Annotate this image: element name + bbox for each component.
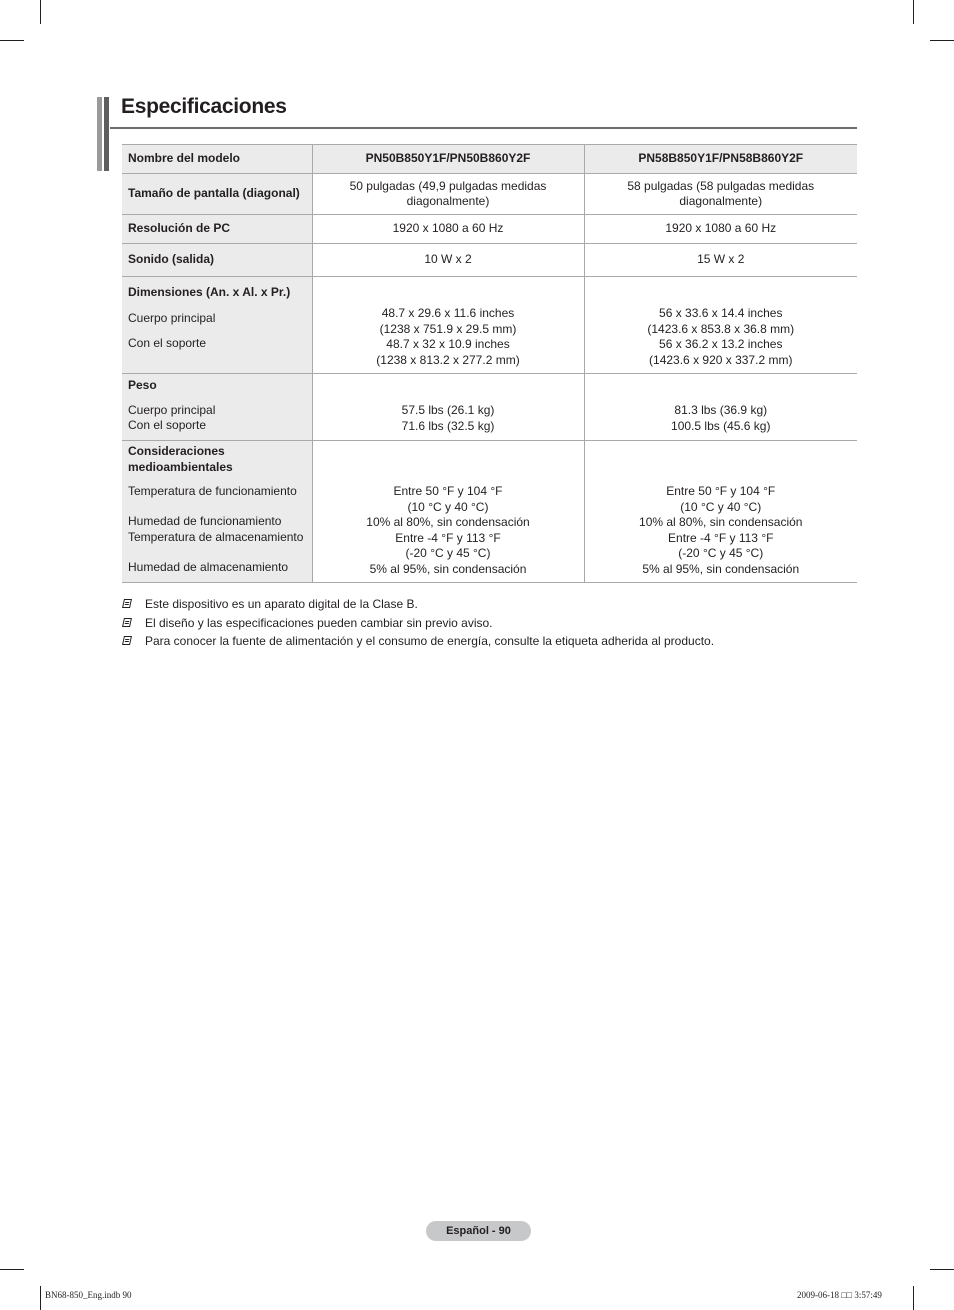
row-sublabel: Con el soporte bbox=[128, 418, 207, 432]
page-title: Especificaciones bbox=[121, 95, 287, 118]
cell-value bbox=[584, 277, 857, 374]
model-column-header: PN58B850Y1F/PN58B860Y2F bbox=[584, 145, 857, 174]
crop-mark bbox=[913, 0, 914, 24]
table-row bbox=[122, 277, 857, 374]
title-underline bbox=[110, 127, 857, 129]
cell-line: 71.6 lbs (32.5 kg) bbox=[401, 418, 495, 433]
crop-mark bbox=[913, 1286, 914, 1310]
cell-line: (1423.6 x 920 x 337.2 mm) bbox=[649, 352, 793, 367]
note-icon bbox=[122, 599, 132, 608]
crop-mark bbox=[40, 0, 41, 24]
row-sublabel: Humedad de funcionamiento bbox=[128, 514, 282, 528]
model-column-header: PN50B850Y1F/PN50B860Y2F bbox=[312, 145, 584, 174]
note-text: El diseño y las especificaciones pueden cambiar sin previo aviso. bbox=[145, 615, 493, 630]
table-row bbox=[122, 374, 857, 441]
table-row bbox=[122, 174, 857, 215]
crop-mark bbox=[930, 40, 954, 41]
cell-value: 1920 x 1080 a 60 Hz bbox=[584, 215, 857, 244]
table-row bbox=[122, 215, 857, 244]
crop-mark bbox=[0, 1269, 24, 1270]
cell-value: 15 W x 2 bbox=[584, 244, 857, 277]
spec-table bbox=[122, 144, 857, 583]
cell-line: 48.7 x 29.6 x 11.6 inches bbox=[381, 306, 515, 320]
cell-line: (1238 x 751.9 x 29.5 mm) bbox=[379, 321, 517, 336]
cell-value bbox=[312, 441, 584, 583]
cell-value bbox=[312, 277, 584, 374]
cell-line: (-20 °C y 45 °C) bbox=[678, 546, 764, 560]
row-label: Sonido (salida) bbox=[122, 244, 312, 277]
note-icon bbox=[122, 636, 132, 645]
row-label: Resolución de PC bbox=[122, 215, 312, 244]
row-label-cell bbox=[122, 441, 312, 583]
cell-line: 10% al 80%, sin condensación bbox=[639, 515, 803, 529]
cell-line: Entre 50 °F y 104 °F bbox=[393, 484, 503, 498]
row-sublabel: Humedad de almacenamiento bbox=[128, 560, 289, 574]
crop-mark bbox=[930, 1269, 954, 1270]
cell-value bbox=[584, 374, 857, 441]
cell-line: Entre -4 °F y 113 °F bbox=[668, 530, 774, 545]
row-sublabel: Con el soporte bbox=[128, 336, 207, 350]
cell-line: (1238 x 813.2 x 277.2 mm) bbox=[376, 352, 520, 367]
page-number: Español - 90 bbox=[426, 1221, 531, 1241]
cell-value: 1920 x 1080 a 60 Hz bbox=[312, 215, 584, 244]
cell-value: 10 W x 2 bbox=[312, 244, 584, 277]
note-text: Este dispositivo es un aparato digital de la Clase B. bbox=[145, 597, 418, 611]
note-text: Para conocer la fuente de alimentación y el consumo de energía, consulte la etiqueta adherida al producto. bbox=[145, 634, 715, 648]
table-row bbox=[122, 441, 857, 583]
crop-mark bbox=[0, 40, 24, 41]
cell-value bbox=[584, 441, 857, 583]
cell-line: 81.3 lbs (36.9 kg) bbox=[674, 403, 768, 417]
table-header-row bbox=[122, 145, 857, 174]
notes-list bbox=[122, 595, 714, 651]
footer-filename: BN68-850_Eng.indb 90 bbox=[45, 1290, 132, 1300]
note-item bbox=[122, 614, 714, 633]
row-sublabel: Temperatura de funcionamiento bbox=[128, 484, 297, 498]
row-label: Tamaño de pantalla (diagonal) bbox=[122, 174, 312, 215]
row-sublabel: Cuerpo principal bbox=[128, 310, 216, 325]
cell-line: (-20 °C y 45 °C) bbox=[405, 546, 491, 560]
cell-line: Entre 50 °F y 104 °F bbox=[666, 484, 776, 498]
cell-line: 56 x 33.6 x 14.4 inches bbox=[659, 306, 783, 320]
row-label-cell bbox=[122, 277, 312, 374]
row-label: Dimensiones (An. x Al. x Pr.) bbox=[128, 285, 291, 299]
table-row bbox=[122, 244, 857, 277]
cell-value: 50 pulgadas (49,9 pulgadas medidas diagonalmente) bbox=[312, 174, 584, 215]
cell-line: (1423.6 x 853.8 x 36.8 mm) bbox=[647, 321, 795, 336]
crop-mark bbox=[40, 1286, 41, 1310]
row-label-cell bbox=[122, 374, 312, 441]
row-label: Nombre del modelo bbox=[122, 145, 312, 174]
note-item bbox=[122, 632, 714, 651]
cell-line: (10 °C y 40 °C) bbox=[407, 499, 489, 514]
row-label: Peso bbox=[128, 378, 157, 392]
cell-value bbox=[312, 374, 584, 441]
cell-line: 48.7 x 32 x 10.9 inches bbox=[386, 337, 510, 351]
cell-value: 58 pulgadas (58 pulgadas medidas diagonalmente) bbox=[584, 174, 857, 215]
cell-line: 100.5 lbs (45.6 kg) bbox=[671, 418, 771, 433]
cell-line: 56 x 36.2 x 13.2 inches bbox=[659, 337, 783, 351]
title-decoration bbox=[97, 97, 110, 171]
note-item bbox=[122, 595, 714, 614]
cell-line: 10% al 80%, sin condensación bbox=[366, 515, 530, 529]
row-label: Consideraciones medioambientales bbox=[128, 444, 233, 474]
cell-line: (10 °C y 40 °C) bbox=[680, 499, 762, 514]
row-sublabel: Temperatura de almacenamiento bbox=[128, 529, 304, 544]
cell-line: 5% al 95%, sin condensación bbox=[642, 561, 800, 576]
cell-line: 57.5 lbs (26.1 kg) bbox=[401, 403, 495, 417]
footer-timestamp: 2009-06-18 □□ 3:57:49 bbox=[797, 1290, 882, 1300]
row-sublabel: Cuerpo principal bbox=[128, 402, 216, 417]
note-icon bbox=[122, 618, 132, 627]
cell-line: Entre -4 °F y 113 °F bbox=[395, 530, 501, 545]
cell-line: 5% al 95%, sin condensación bbox=[369, 561, 527, 576]
